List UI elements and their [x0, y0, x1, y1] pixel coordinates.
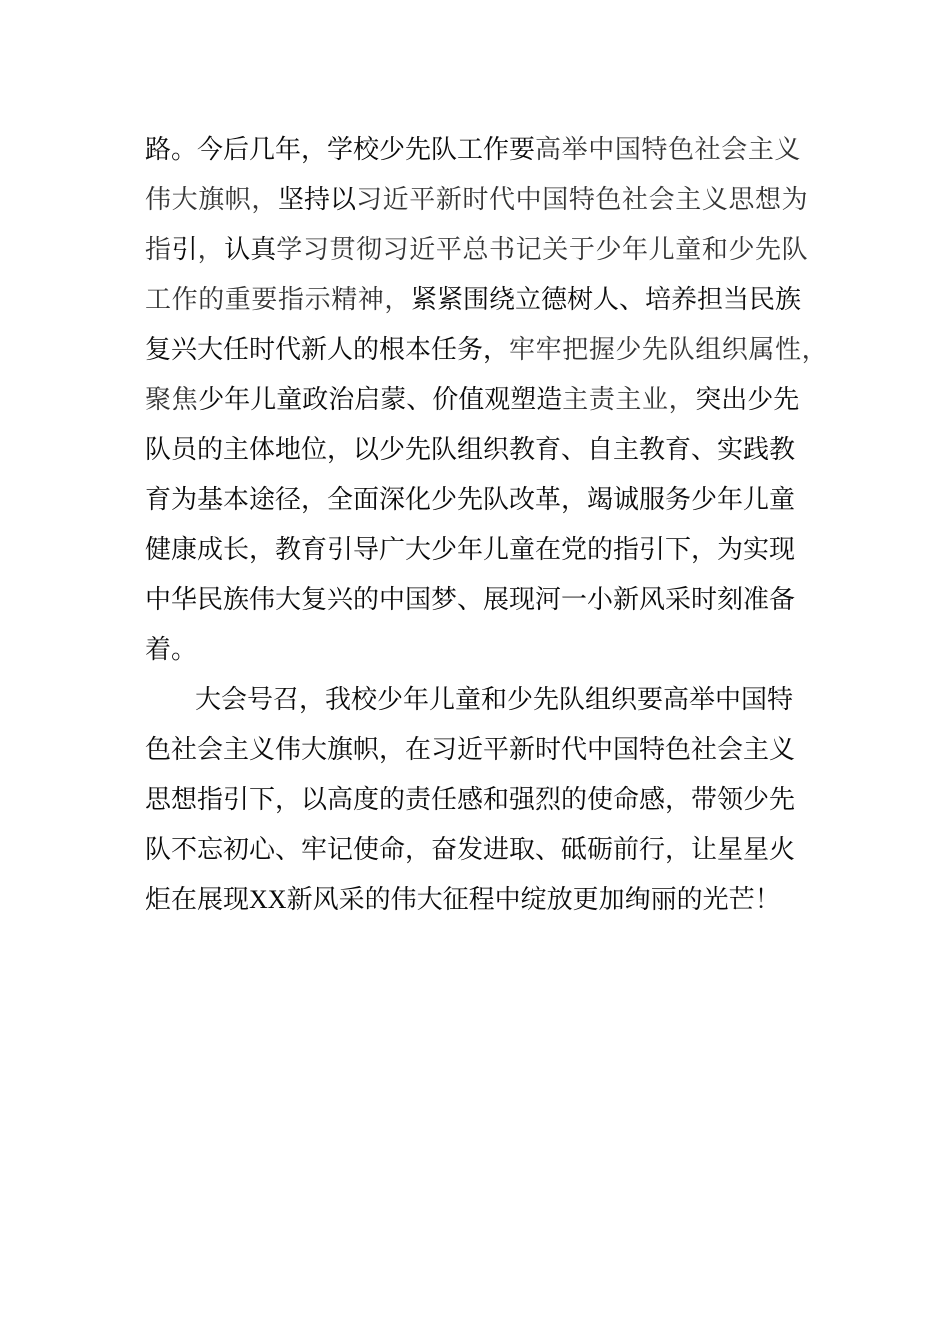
text-line: [145, 125, 810, 175]
text-run: 路。今后几年，学校少先队工作要: [145, 135, 536, 165]
text-line: [145, 275, 810, 325]
text-run: 高举中国特色社会主义: [535, 135, 802, 165]
text-run: 新风采的伟大征程中绽放更加绚丽的光芒！: [286, 885, 781, 915]
text-line: [145, 175, 810, 225]
text-run: 紧紧围绕立德树人、培养担当民族: [411, 285, 802, 315]
text-run: 伟大旗帜，: [145, 185, 279, 215]
text-line: [145, 875, 810, 925]
text-line: 队不忘初心、牢记使命，奋发进取、砥砺前行，让星星火: [145, 835, 796, 865]
text-run: 认真: [224, 235, 277, 265]
text-run: 引: [171, 235, 198, 265]
text-run: 少年儿童政治启蒙、价值观塑造: [198, 385, 563, 415]
text-line: 中华民族伟大复兴的中国梦、展现河一小新风采时刻准备: [145, 585, 796, 615]
text-line: 着。: [145, 635, 198, 665]
text-run: 习近平新时代中国特色社会主义思想为: [356, 185, 809, 215]
text-run: 坚持以: [278, 185, 357, 215]
text-run: 牢牢把握少先队组织属性，: [509, 335, 829, 365]
text-line: [145, 375, 810, 425]
text-run: 工作的重要指示精神，: [145, 285, 412, 315]
text-run: 炬在展现: [145, 885, 250, 915]
text-run: 指: [145, 235, 172, 265]
text-line: 队员的主体地位，以少先队组织教育、自主教育、实践教: [145, 435, 796, 465]
text-line: [145, 225, 810, 275]
text-run: XX: [249, 885, 287, 914]
text-run: 突出少先: [695, 385, 800, 415]
paragraph-2: [145, 675, 810, 925]
text-line: 健康成长，教育引导广大少年儿童在党的指引下，为实现: [145, 535, 796, 565]
paragraph-1: [145, 125, 829, 675]
text-run: ，: [197, 235, 225, 265]
text-line: 色社会主义伟大旗帜，在习近平新时代中国特色社会主义: [145, 735, 796, 765]
text-line: [145, 325, 829, 375]
text-line: 大会号召，我校少年儿童和少先队组织要高举中国特: [195, 685, 794, 715]
text-line: 育为基本途径，全面深化少先队改革，竭诚服务少年儿童: [145, 485, 796, 515]
text-run: 学习贯彻习近平总书记关于少年儿童和少先队: [276, 235, 809, 265]
text-run: 复兴大任时代新人的根本任务，: [145, 335, 510, 365]
text-run: 主责主业，: [562, 385, 696, 415]
text-line: 思想指引下，以高度的责任感和强烈的使命感，带领少先: [145, 785, 796, 815]
document-body: [145, 125, 829, 925]
text-run: 聚焦: [145, 385, 199, 415]
